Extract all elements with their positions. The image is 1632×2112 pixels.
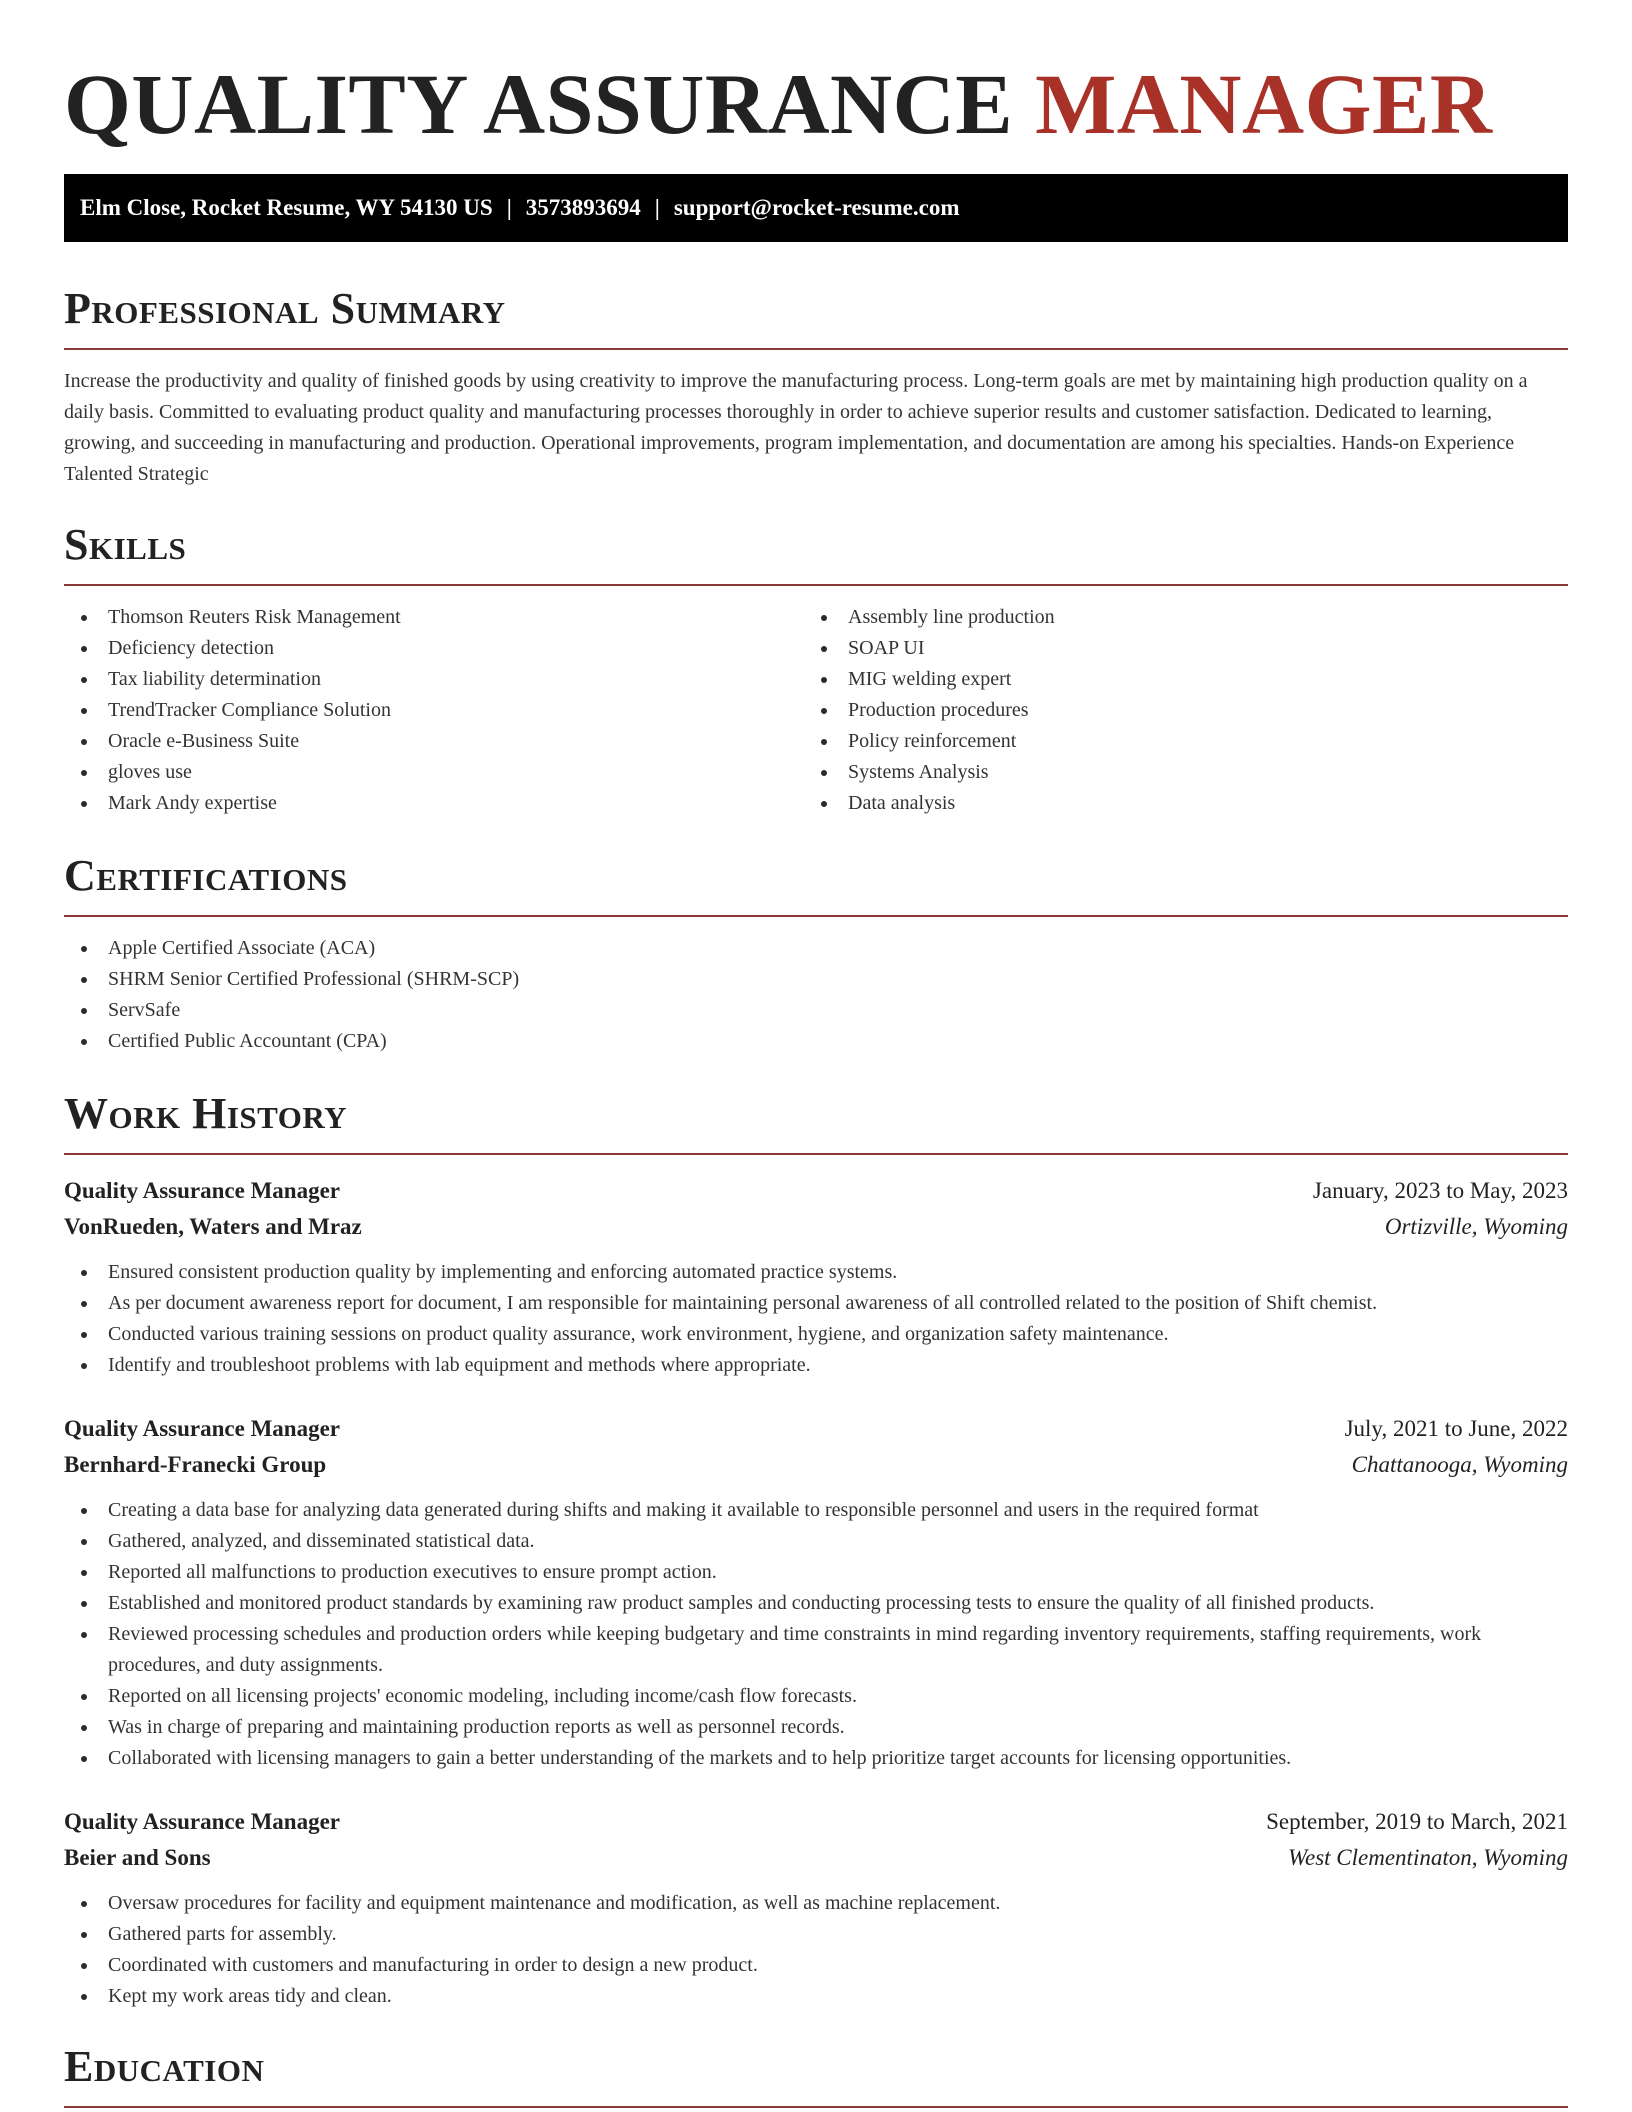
skill-item: Assembly line production [804,602,1544,633]
summary-section [64,284,1568,490]
education-section [64,2042,1568,2108]
skill-item: Oracle e-Business Suite [64,726,804,757]
skills-heading: Skills [64,520,187,569]
work-history-heading: Work History [64,1089,348,1138]
title-main: QUALITY ASSURANCE [64,56,1014,152]
certification-item: SHRM Senior Certified Professional (SHRM-SCP) [64,964,1568,995]
job-entry [64,1804,1568,2012]
contact-email[interactable]: support@rocket-resume.com [673,195,960,220]
job-dates: September, 2019 to March, 2021 [1266,1809,1568,1834]
summary-heading: Professional Summary [64,284,506,333]
skill-item: Deficiency detection [64,633,804,664]
job-dates: July, 2021 to June, 2022 [1344,1416,1568,1441]
job-bullets [64,1257,1568,1381]
job-company: Beier and Sons [64,1845,211,1870]
certifications-list [64,933,1568,1057]
job-company: Bernhard-Franecki Group [64,1452,327,1477]
certifications-section [64,851,1568,1057]
education-heading: Education [64,2042,265,2091]
job-bullet: Creating a data base for analyzing data generated during shifts and making it available to responsible personnel and users in the required format [64,1495,1568,1526]
skill-item: Production procedures [804,695,1544,726]
certification-item: Apple Certified Associate (ACA) [64,933,1568,964]
skills-list-right [804,602,1544,819]
job-header-row [64,1411,1568,1447]
certifications-heading: Certifications [64,851,348,900]
skill-item: Policy reinforcement [804,726,1544,757]
work-history-section [64,1089,1568,2012]
job-company-row [64,1209,1568,1245]
job-bullet: Reported all malfunctions to production executives to ensure prompt action. [64,1557,1568,1588]
skills-columns [64,602,1568,819]
job-bullet: As per document awareness report for document, I am responsible for maintaining personal awareness of all controlled related to the position of Shift chemist. [64,1288,1568,1319]
job-bullet: Was in charge of preparing and maintaining production reports as well as personnel records. [64,1712,1568,1743]
skill-item: gloves use [64,757,804,788]
job-bullet: Reviewed processing schedules and production orders while keeping budgetary and time constraints in mind regarding inventory requirements, staffing requirements, work procedures, and duty assignments. [64,1619,1568,1681]
job-bullet: Gathered, analyzed, and disseminated statistical data. [64,1526,1568,1557]
job-company: VonRueden, Waters and Mraz [64,1214,362,1239]
job-title: Quality Assurance Manager [64,1178,340,1203]
summary-text: Increase the productivity and quality of finished goods by using creativity to improve the manufacturing process. Long-term goals are met by maintaining high production quality on a daily basis. Committed to evaluating product quality and manufacturing processes thoroughly in order to achieve superior results and customer satisfaction. Dedicated to learning, growing, and succeeding in manufacturing and production. Operational improvements, program implementation, and documentation are among his specialties. Hands-on Experience Talented Strategic [64,370,1528,485]
skill-item: Tax liability determination [64,664,804,695]
job-bullet: Collaborated with licensing managers to gain a better understanding of the markets and to help prioritize target accounts for licensing opportunities. [64,1743,1568,1774]
job-header-row [64,1173,1568,1209]
job-company-row [64,1840,1568,1876]
section-divider [64,584,1568,586]
contact-address: Elm Close, Rocket Resume, WY 54130 US [80,195,493,220]
title-accent: MANAGER [1035,56,1493,152]
job-location: West Clementinaton, Wyoming [1287,1845,1568,1870]
job-dates: January, 2023 to May, 2023 [1312,1178,1568,1203]
certification-item: Certified Public Accountant (CPA) [64,1026,1568,1057]
skill-item: Systems Analysis [804,757,1544,788]
job-location: Ortizville, Wyoming [1384,1214,1568,1239]
section-divider [64,2106,1568,2108]
job-bullets [64,1888,1568,2012]
job-bullet: Kept my work areas tidy and clean. [64,1981,1568,2012]
job-bullet: Established and monitored product standards by examining raw product samples and conducting processing tests to ensure the quality of all finished products. [64,1588,1568,1619]
skill-item: TrendTracker Compliance Solution [64,695,804,726]
contact-separator: | [506,195,512,220]
job-entry [64,1173,1568,1381]
skills-list-left [64,602,804,819]
certification-item: ServSafe [64,995,1568,1026]
skill-item: Data analysis [804,788,1544,819]
job-bullet: Gathered parts for assembly. [64,1919,1568,1950]
job-location: Chattanooga, Wyoming [1351,1452,1568,1477]
skill-item: Mark Andy expertise [64,788,804,819]
skill-item: MIG welding expert [804,664,1544,695]
page-title [64,0,1568,150]
job-bullet: Coordinated with customers and manufacturing in order to design a new product. [64,1950,1568,1981]
contact-separator: | [654,195,660,220]
section-divider [64,348,1568,350]
job-company-row [64,1447,1568,1483]
skill-item: SOAP UI [804,633,1544,664]
job-bullet: Oversaw procedures for facility and equipment maintenance and modification, as well as machine replacement. [64,1888,1568,1919]
job-bullet: Reported on all licensing projects' economic modeling, including income/cash flow forecasts. [64,1681,1568,1712]
skills-section [64,520,1568,819]
contact-bar [64,174,1568,242]
contact-phone[interactable]: 3573893694 [525,195,641,220]
job-bullet: Conducted various training sessions on product quality assurance, work environment, hygiene, and organization safety maintenance. [64,1319,1568,1350]
job-entry [64,1411,1568,1774]
job-header-row [64,1804,1568,1840]
job-bullets [64,1495,1568,1774]
job-bullet: Ensured consistent production quality by implementing and enforcing automated practice systems. [64,1257,1568,1288]
job-title: Quality Assurance Manager [64,1809,340,1834]
skill-item: Thomson Reuters Risk Management [64,602,804,633]
job-title: Quality Assurance Manager [64,1416,340,1441]
section-divider [64,915,1568,917]
section-divider [64,1153,1568,1155]
job-bullet: Identify and troubleshoot problems with lab equipment and methods where appropriate. [64,1350,1568,1381]
